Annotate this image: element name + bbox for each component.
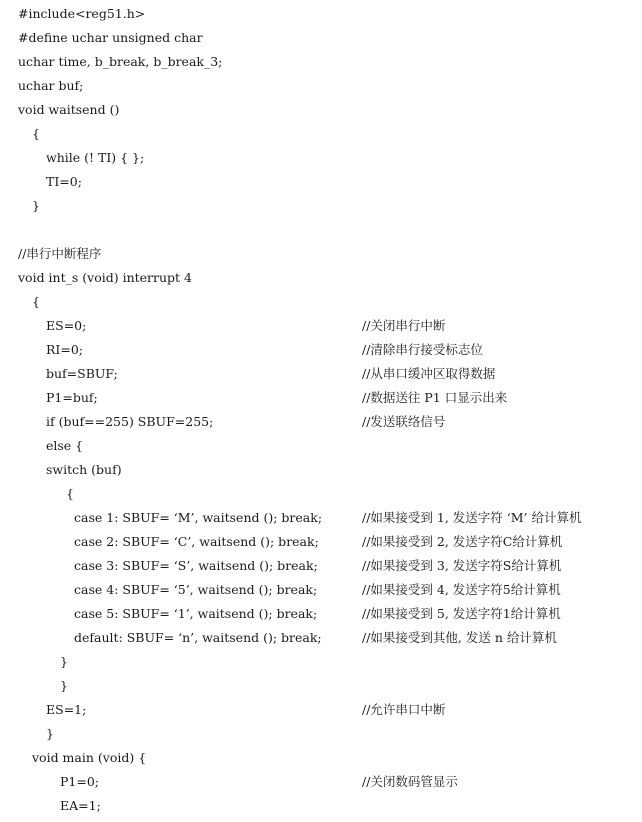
code-text: void waitsend () xyxy=(18,102,120,117)
comment-text: //如果接受到 4, 发送字符5给计算机 xyxy=(362,582,561,597)
code-text: else { xyxy=(46,438,84,453)
code-text: ES=0; xyxy=(46,318,87,333)
code-text: P1=buf; xyxy=(46,390,98,405)
code-text: //串行中断程序 xyxy=(18,246,102,261)
code-text: RI=0; xyxy=(46,342,83,357)
comment-text: //清除串行接受标志位 xyxy=(362,342,483,357)
comment-text: //发送联络信号 xyxy=(362,414,446,429)
comment-text: //如果接受到 3, 发送字符S给计算机 xyxy=(362,558,562,573)
comment-text: //从串口缓冲区取得数据 xyxy=(362,366,496,381)
code-text: { xyxy=(66,486,74,501)
code-text: #include<reg51.h> xyxy=(18,6,146,21)
code-text: case 3: SBUF= ‘S’, waitsend (); break; xyxy=(74,558,318,573)
code-text: if (buf==255) SBUF=255; xyxy=(46,414,214,429)
code-text: uchar buf; xyxy=(18,78,84,93)
comment-text: //关闭串行中断 xyxy=(362,318,446,333)
code-text: { xyxy=(32,126,40,141)
code-text: #define uchar unsigned char xyxy=(18,30,203,45)
code-text: switch (buf) xyxy=(46,462,122,477)
code-text: void int_s (void) interrupt 4 xyxy=(18,270,193,285)
code-text: } xyxy=(32,198,40,213)
code-text: while (! TI) { }; xyxy=(46,150,145,165)
code-text: case 4: SBUF= ‘5’, waitsend (); break; xyxy=(74,582,318,597)
code-text: P1=0; xyxy=(60,774,100,789)
code-text: void main (void) { xyxy=(32,750,147,765)
comment-text: //如果接受到 5, 发送字符1给计算机 xyxy=(362,606,561,621)
code-text: case 5: SBUF= ‘1’, waitsend (); break; xyxy=(74,606,318,621)
comment-text: //如果接受到其他, 发送 n 给计算机 xyxy=(362,630,557,645)
comment-text: //数据送往 P1 口显示出来 xyxy=(362,390,508,405)
code-text: { xyxy=(32,294,40,309)
code-text: } xyxy=(60,678,68,693)
code-text: uchar time, b_break, b_break_3; xyxy=(18,54,223,69)
code-text: } xyxy=(46,726,54,741)
code-text: ES=1; xyxy=(46,702,87,717)
code-text: TI=0; xyxy=(46,174,82,189)
comment-text: //如果接受到 1, 发送字符 ‘M’ 给计算机 xyxy=(362,510,582,525)
comment-text: //关闭数码管显示 xyxy=(362,774,458,789)
code-text: case 1: SBUF= ‘M’, waitsend (); break; xyxy=(74,510,323,525)
code-text: EA=1; xyxy=(60,798,101,813)
code-text: buf=SBUF; xyxy=(46,366,118,381)
comment-text: //允许串口中断 xyxy=(362,702,446,717)
code-text: default: SBUF= ‘n’, waitsend (); break; xyxy=(74,630,322,645)
code-text: } xyxy=(60,654,68,669)
code-text: case 2: SBUF= ‘C’, waitsend (); break; xyxy=(74,534,319,549)
comment-text: //如果接受到 2, 发送字符C给计算机 xyxy=(362,534,563,549)
